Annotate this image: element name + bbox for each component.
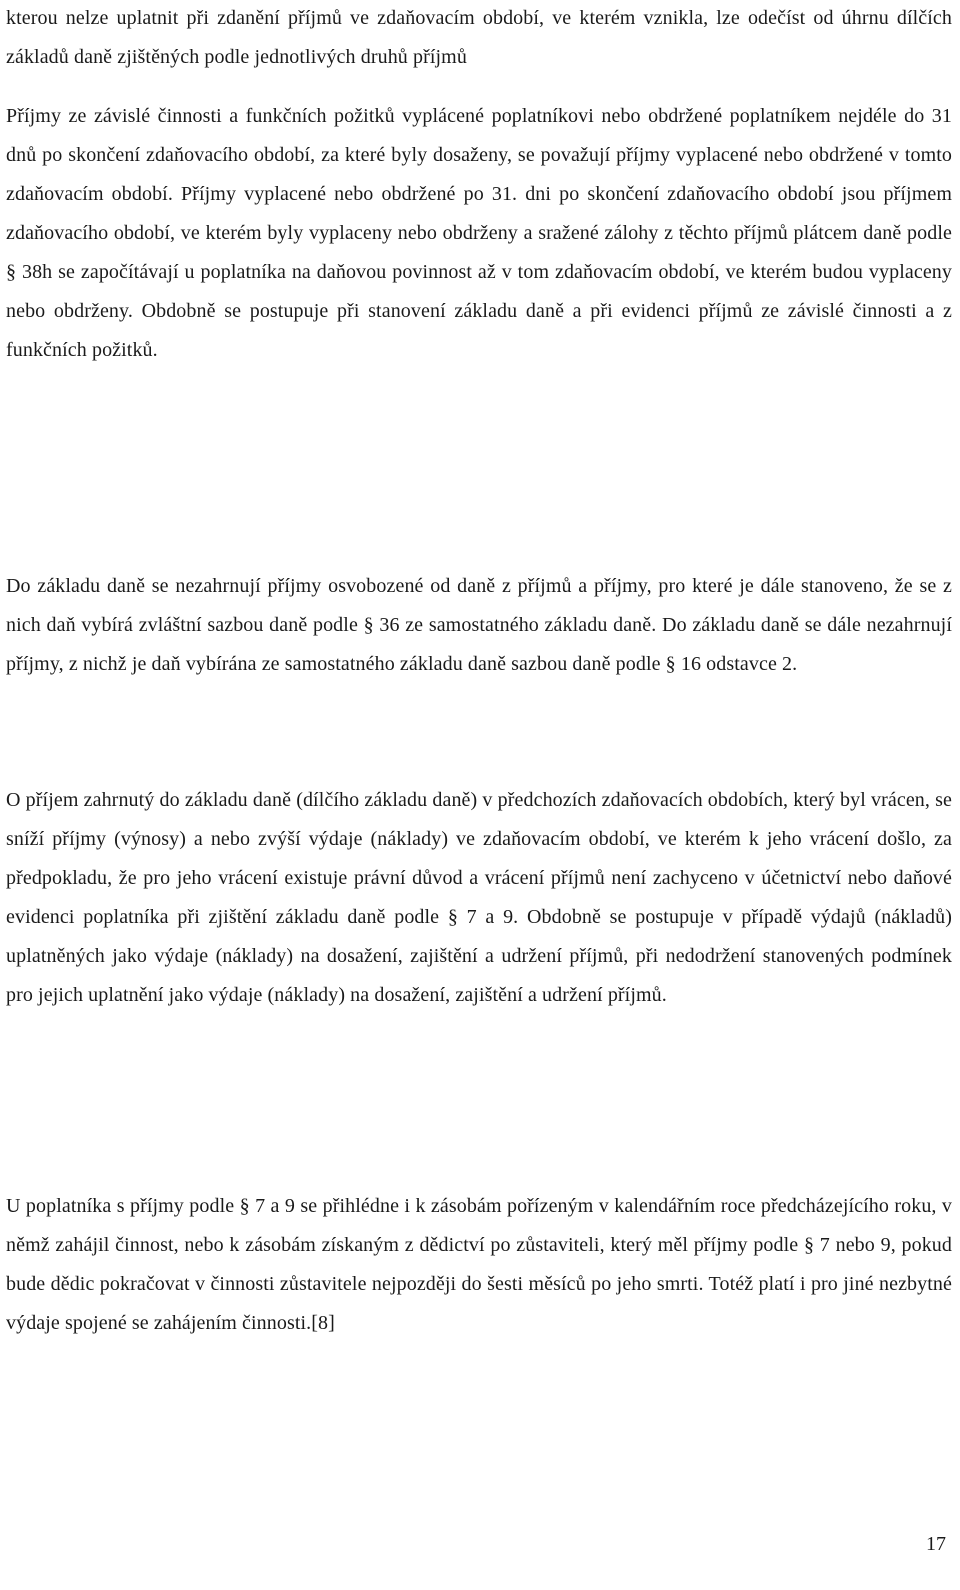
page-number: 17 [926,1533,946,1555]
paragraph-employment-income: Příjmy ze závislé činnosti a funkčních požitků vyplácené poplatníkovi nebo obdržené poplatníkem nejdéle do 31 dnů po skončení zdaňovacího období, za které byly dosaženy, se považují příjmy vyplacené nebo obdržené v tomto zdaňovacím období. Příjmy vyplacené nebo obdržené po 31. dni po skončení zdaňovacího období jsou příjmem zdaňovacího období, ve kterém byly vyplaceny nebo obdrženy a sražené zálohy z těchto příjmů plátcem daně podle § 38h se započítávají u poplatníka na daňovou povinnost až v tom zdaňovacím období, ve kterém budou vyplaceny nebo obdrženy. Obdobně se postupuje při stanovení základu daně a při evidenci příjmů ze závislé činnosti a z funkčních požitků. [6,105,952,361]
document-page [6,0,954,1590]
paragraph-exempt-income: Do základu daně se nezahrnují příjmy osvobozené od daně z příjmů a příjmy, pro které je dále stanoveno, že se z nich daň vybírá zvláštní sazbou daně podle § 36 ze samostatného základu daně. Do základu daně se dále nezahrnují příjmy, z nichž je daň vybírána ze samostatného základu daně sazbou daně podle § 16 odstavce 2. [6,575,952,675]
paragraph-inventory: U poplatníka s příjmy podle § 7 a 9 se přihlédne i k zásobám pořízeným v kalendářním roce předcházejícího roku, v němž zahájil činnost, nebo k zásobám získaným z dědictví po zůstaviteli, který měl příjmy podle § 7 nebo 9, pokud bude dědic pokračovat v činnosti zůstavitele nejpozději do šesti měsíců po jeho smrti. Totéž platí i pro jiné nezbytné výdaje spojené se zahájením činnosti.[8] [6,1195,952,1334]
paragraph-returned-income: O příjem zahrnutý do základu daně (dílčího základu daně) v předchozích zdaňovacích obdobích, který byl vrácen, se sníží příjmy (výnosy) a nebo zvýší výdaje (náklady) ve zdaňovacím období, ve kterém k jeho vrácení došlo, za předpokladu, že pro jeho vrácení existuje právní důvod a vrácení příjmů není zachyceno v účetnictví nebo daňové evidenci poplatníka při zjištění základu daně podle § 7 a 9. Obdobně se postupuje v případě výdajů (nákladů) uplatněných jako výdaje (náklady) na dosažení, zajištění a udržení příjmů, při nedodržení stanovených podmínek pro jejich uplatnění jako výdaje (náklady) na dosažení, zajištění a udržení příjmů. [6,789,952,1006]
paragraph-continuation: kterou nelze uplatnit při zdanění příjmů ve zdaňovacím období, ve kterém vznikla, lze odečíst od úhrnu dílčích základů daně zjištěných podle jednotlivých druhů příjmů [6,7,952,68]
